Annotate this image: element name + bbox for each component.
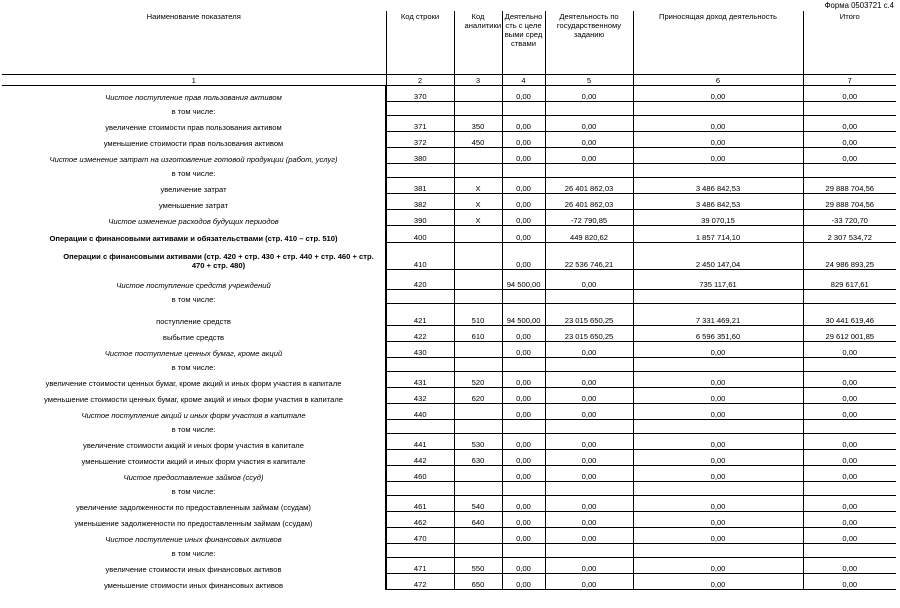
- row-analytics: 630: [454, 450, 502, 466]
- table-row: [2, 388, 896, 404]
- table-row: [2, 148, 896, 164]
- row-name: Чистое предоставление займов (ссуд): [123, 472, 264, 482]
- row-name: поступление средств: [156, 316, 231, 326]
- row-name: уменьшение стоимости иных финансовых активов: [103, 580, 284, 590]
- row-state-task: [545, 420, 633, 434]
- table-row: [2, 434, 896, 450]
- row-target: [502, 358, 545, 372]
- row-code: 400: [386, 226, 454, 243]
- row-name: увеличение задолженности по предоставленным займам (ссудам): [76, 502, 311, 512]
- table-row: [2, 210, 896, 226]
- row-analytics: [454, 544, 502, 558]
- row-code: 431: [386, 372, 454, 388]
- table-row: [2, 194, 896, 210]
- row-target: 0,00: [502, 116, 545, 132]
- row-target: [502, 290, 545, 304]
- row-code: 381: [386, 178, 454, 194]
- row-name: увеличение затрат: [160, 184, 227, 194]
- row-analytics: [454, 148, 502, 164]
- row-state-task: 0,00: [545, 86, 633, 102]
- row-analytics: 510: [454, 304, 502, 326]
- row-name: в том числе:: [171, 294, 216, 304]
- row-state-task: [545, 290, 633, 304]
- row-total: 0,00: [803, 148, 896, 164]
- row-code: 371: [386, 116, 454, 132]
- row-income: 735 117,61: [633, 270, 803, 290]
- row-analytics: [454, 342, 502, 358]
- row-total: [803, 420, 896, 434]
- row-state-task: 0,00: [545, 574, 633, 590]
- row-state-task: 26 401 862,03: [545, 178, 633, 194]
- row-income: 0,00: [633, 148, 803, 164]
- row-code: [386, 358, 454, 372]
- row-name: Чистое поступление ценных бумаг, кроме акций: [104, 348, 283, 358]
- row-code: 442: [386, 450, 454, 466]
- row-analytics: 520: [454, 372, 502, 388]
- col-number: 6: [633, 75, 803, 86]
- table-row: [2, 466, 896, 482]
- row-income: 3 486 842,53: [633, 178, 803, 194]
- row-target: 0,00: [502, 342, 545, 358]
- row-target: 0,00: [502, 148, 545, 164]
- row-name: выбытие средств: [162, 332, 225, 342]
- table-row: [2, 243, 896, 270]
- subheading-row: [2, 482, 896, 496]
- table-header: [2, 11, 896, 86]
- row-income: [633, 358, 803, 372]
- row-name: увеличение стоимости прав пользования активом: [105, 122, 282, 132]
- row-total: [803, 102, 896, 116]
- row-total: 0,00: [803, 574, 896, 590]
- row-analytics: [454, 270, 502, 290]
- row-state-task: 0,00: [545, 372, 633, 388]
- table-row: [2, 512, 896, 528]
- row-income: [633, 544, 803, 558]
- row-total: 0,00: [803, 434, 896, 450]
- row-income: 0,00: [633, 528, 803, 544]
- row-code: 422: [386, 326, 454, 342]
- row-income: 0,00: [633, 558, 803, 574]
- row-income: 7 331 469,21: [633, 304, 803, 326]
- row-income: [633, 420, 803, 434]
- subheading-row: [2, 420, 896, 434]
- row-state-task: -72 790,85: [545, 210, 633, 226]
- row-target: 0,00: [502, 178, 545, 194]
- row-total: [803, 482, 896, 496]
- row-target: [502, 164, 545, 178]
- row-code: 441: [386, 434, 454, 450]
- row-state-task: 23 015 650,25: [545, 304, 633, 326]
- row-code: 421: [386, 304, 454, 326]
- report-table: [2, 11, 896, 590]
- row-target: 0,00: [502, 388, 545, 404]
- row-code: 370: [386, 86, 454, 102]
- row-analytics: 450: [454, 132, 502, 148]
- row-code: [386, 544, 454, 558]
- row-code: [386, 290, 454, 304]
- row-target: [502, 102, 545, 116]
- row-name: Операции с финансовыми активами (стр. 420 + стр. 430 + стр. 440 + стр. 460 + стр. 470 + стр. 480): [63, 251, 374, 270]
- row-code: 470: [386, 528, 454, 544]
- row-total: 0,00: [803, 404, 896, 420]
- table-body: [2, 86, 896, 590]
- row-code: [386, 102, 454, 116]
- row-income: 0,00: [633, 372, 803, 388]
- row-target: 0,00: [502, 466, 545, 482]
- row-total: [803, 164, 896, 178]
- col-number: 5: [545, 75, 633, 86]
- col-number: 1: [2, 75, 386, 86]
- row-total: 0,00: [803, 116, 896, 132]
- row-analytics: 530: [454, 434, 502, 450]
- table-row: [2, 226, 896, 243]
- row-name: увеличение стоимости ценных бумаг, кроме акций и иных форм участия в капитале: [45, 378, 342, 388]
- row-total: 0,00: [803, 450, 896, 466]
- row-code: 461: [386, 496, 454, 512]
- row-target: 0,00: [502, 243, 545, 270]
- row-code: 390: [386, 210, 454, 226]
- row-total: 30 441 619,46: [803, 304, 896, 326]
- row-code: 440: [386, 404, 454, 420]
- row-state-task: 0,00: [545, 450, 633, 466]
- row-analytics: 350: [454, 116, 502, 132]
- row-name: в том числе:: [171, 168, 216, 178]
- table-row: [2, 574, 896, 590]
- row-name: Чистое изменение затрат на изготовление готовой продукции (работ, услуг): [49, 154, 338, 164]
- row-income: 0,00: [633, 132, 803, 148]
- row-target: 0,00: [502, 372, 545, 388]
- row-name: Операции с финансовыми активами и обязательствами (стр. 410 – стр. 510): [49, 233, 338, 243]
- row-code: [386, 420, 454, 434]
- row-code: 462: [386, 512, 454, 528]
- row-code: 471: [386, 558, 454, 574]
- col-number: 7: [803, 75, 896, 86]
- row-target: [502, 482, 545, 496]
- row-target: 0,00: [502, 132, 545, 148]
- row-state-task: 0,00: [545, 148, 633, 164]
- row-name: уменьшение стоимости акций и иных форм участия в капитале: [81, 456, 306, 466]
- row-analytics: 620: [454, 388, 502, 404]
- row-target: 0,00: [502, 574, 545, 590]
- row-total: 0,00: [803, 372, 896, 388]
- row-state-task: 0,00: [545, 270, 633, 290]
- row-analytics: [454, 226, 502, 243]
- table-row: [2, 116, 896, 132]
- row-income: 0,00: [633, 450, 803, 466]
- row-state-task: 0,00: [545, 132, 633, 148]
- row-total: 0,00: [803, 342, 896, 358]
- row-state-task: [545, 544, 633, 558]
- row-name: Чистое поступление прав пользования активом: [105, 92, 282, 102]
- row-state-task: [545, 164, 633, 178]
- row-state-task: 23 015 650,25: [545, 326, 633, 342]
- table-row: [2, 342, 896, 358]
- row-total: 0,00: [803, 86, 896, 102]
- row-income: [633, 482, 803, 496]
- row-name: Чистое поступление средств учреждений: [116, 280, 271, 290]
- row-target: 0,00: [502, 404, 545, 420]
- subheading-row: [2, 290, 896, 304]
- row-income: 0,00: [633, 574, 803, 590]
- row-total: 29 612 001,85: [803, 326, 896, 342]
- row-target: 0,00: [502, 528, 545, 544]
- col-number: 3: [454, 75, 502, 86]
- row-state-task: [545, 102, 633, 116]
- row-income: 2 450 147,04: [633, 243, 803, 270]
- row-income: 0,00: [633, 404, 803, 420]
- col-number: 4: [502, 75, 545, 86]
- row-income: 1 857 714,10: [633, 226, 803, 243]
- row-name: Чистое поступление акций и иных форм участия в капитале: [81, 410, 306, 420]
- row-target: 0,00: [502, 558, 545, 574]
- row-target: 0,00: [502, 86, 545, 102]
- header-code: Код строки: [386, 11, 454, 75]
- row-name: уменьшение затрат: [158, 200, 229, 210]
- subheading-row: [2, 544, 896, 558]
- row-state-task: 0,00: [545, 434, 633, 450]
- header-state-task: Деятельность по государственному заданию: [545, 11, 633, 75]
- row-total: 2 307 534,72: [803, 226, 896, 243]
- row-income: [633, 164, 803, 178]
- row-target: 0,00: [502, 434, 545, 450]
- row-analytics: 650: [454, 574, 502, 590]
- row-analytics: [454, 466, 502, 482]
- row-total: 29 888 704,56: [803, 178, 896, 194]
- row-analytics: X: [454, 178, 502, 194]
- row-income: 0,00: [633, 466, 803, 482]
- row-total: [803, 290, 896, 304]
- row-target: 0,00: [502, 194, 545, 210]
- row-income: [633, 290, 803, 304]
- row-income: 0,00: [633, 388, 803, 404]
- table-row: [2, 450, 896, 466]
- row-state-task: 0,00: [545, 116, 633, 132]
- row-income: 0,00: [633, 342, 803, 358]
- table-row: [2, 528, 896, 544]
- row-analytics: [454, 243, 502, 270]
- row-state-task: 449 820,62: [545, 226, 633, 243]
- row-income: 39 070,15: [633, 210, 803, 226]
- table-row: [2, 496, 896, 512]
- row-analytics: 540: [454, 496, 502, 512]
- row-name: в том числе:: [171, 486, 216, 496]
- row-total: [803, 544, 896, 558]
- row-state-task: 0,00: [545, 388, 633, 404]
- row-state-task: 0,00: [545, 466, 633, 482]
- row-state-task: [545, 482, 633, 496]
- row-target: 0,00: [502, 450, 545, 466]
- row-target: 94 500,00: [502, 304, 545, 326]
- row-target: 0,00: [502, 226, 545, 243]
- row-target: 0,00: [502, 326, 545, 342]
- row-analytics: 550: [454, 558, 502, 574]
- form-number-label: Форма 0503721 с.4: [824, 1, 894, 10]
- row-analytics: [454, 86, 502, 102]
- row-analytics: [454, 164, 502, 178]
- row-state-task: 0,00: [545, 512, 633, 528]
- row-state-task: 26 401 862,03: [545, 194, 633, 210]
- row-total: 29 888 704,56: [803, 194, 896, 210]
- row-code: 380: [386, 148, 454, 164]
- row-code: 430: [386, 342, 454, 358]
- row-analytics: [454, 420, 502, 434]
- table-row: [2, 178, 896, 194]
- table-row: [2, 270, 896, 290]
- row-code: 382: [386, 194, 454, 210]
- table-row: [2, 558, 896, 574]
- column-number-row: [2, 75, 896, 86]
- row-analytics: 640: [454, 512, 502, 528]
- row-name: в том числе:: [171, 362, 216, 372]
- row-analytics: [454, 358, 502, 372]
- subheading-row: [2, 358, 896, 372]
- row-income: 0,00: [633, 434, 803, 450]
- row-analytics: 610: [454, 326, 502, 342]
- row-income: 0,00: [633, 512, 803, 528]
- row-name: в том числе:: [171, 106, 216, 116]
- row-income: 0,00: [633, 86, 803, 102]
- subheading-row: [2, 164, 896, 178]
- table-row: [2, 326, 896, 342]
- row-code: 472: [386, 574, 454, 590]
- row-target: 0,00: [502, 210, 545, 226]
- header-income: Приносящая доход деятельность: [633, 11, 803, 75]
- table-row: [2, 404, 896, 420]
- row-target: 0,00: [502, 512, 545, 528]
- row-total: 0,00: [803, 388, 896, 404]
- row-code: 460: [386, 466, 454, 482]
- table-row: [2, 132, 896, 148]
- table-row: [2, 304, 896, 326]
- row-code: [386, 164, 454, 178]
- table-row: [2, 372, 896, 388]
- row-analytics: [454, 290, 502, 304]
- row-total: 0,00: [803, 512, 896, 528]
- row-code: 372: [386, 132, 454, 148]
- row-analytics: [454, 528, 502, 544]
- header-analytics: Код аналитики: [454, 11, 502, 75]
- row-income: 6 596 351,60: [633, 326, 803, 342]
- row-analytics: X: [454, 210, 502, 226]
- row-target: [502, 420, 545, 434]
- row-analytics: X: [454, 194, 502, 210]
- row-analytics: [454, 102, 502, 116]
- row-name: в том числе:: [171, 548, 216, 558]
- row-analytics: [454, 404, 502, 420]
- row-total: 24 986 893,25: [803, 243, 896, 270]
- row-income: 0,00: [633, 116, 803, 132]
- row-total: 829 617,61: [803, 270, 896, 290]
- row-name: уменьшение стоимости прав пользования активом: [103, 138, 284, 148]
- row-total: [803, 358, 896, 372]
- row-total: 0,00: [803, 132, 896, 148]
- col-number: 2: [386, 75, 454, 86]
- row-state-task: 0,00: [545, 496, 633, 512]
- row-state-task: 0,00: [545, 404, 633, 420]
- row-name: Чистое поступление иных финансовых активов: [105, 534, 282, 544]
- row-total: 0,00: [803, 466, 896, 482]
- row-state-task: 0,00: [545, 528, 633, 544]
- header-name: Наименование показателя: [2, 11, 386, 75]
- table-row: [2, 86, 896, 102]
- row-state-task: 0,00: [545, 558, 633, 574]
- row-total: 0,00: [803, 528, 896, 544]
- row-code: 410: [386, 243, 454, 270]
- row-total: 0,00: [803, 558, 896, 574]
- row-code: [386, 482, 454, 496]
- row-state-task: [545, 358, 633, 372]
- header-total: Итого: [803, 11, 896, 75]
- row-income: 0,00: [633, 496, 803, 512]
- row-state-task: 0,00: [545, 342, 633, 358]
- row-name: Чистое изменение расходов будущих периодов: [108, 216, 279, 226]
- row-target: [502, 544, 545, 558]
- row-name: уменьшение стоимости ценных бумаг, кроме акций и иных форм участия в капитале: [44, 394, 343, 404]
- row-code: 432: [386, 388, 454, 404]
- row-income: 3 486 842,53: [633, 194, 803, 210]
- row-target: 0,00: [502, 496, 545, 512]
- row-code: 420: [386, 270, 454, 290]
- row-state-task: 22 536 746,21: [545, 243, 633, 270]
- row-total: 0,00: [803, 496, 896, 512]
- row-target: 94 500,00: [502, 270, 545, 290]
- header-target: Деятельность с целевыми средствами: [502, 11, 545, 75]
- row-total: -33 720,70: [803, 210, 896, 226]
- row-analytics: [454, 482, 502, 496]
- row-income: [633, 102, 803, 116]
- row-name: в том числе:: [171, 424, 216, 434]
- row-name: увеличение стоимости акций и иных форм участия в капитале: [83, 440, 304, 450]
- subheading-row: [2, 102, 896, 116]
- row-name: увеличение стоимости иных финансовых активов: [105, 564, 282, 574]
- row-name: уменьшение задолженности по предоставленным займам (ссудам): [74, 518, 313, 528]
